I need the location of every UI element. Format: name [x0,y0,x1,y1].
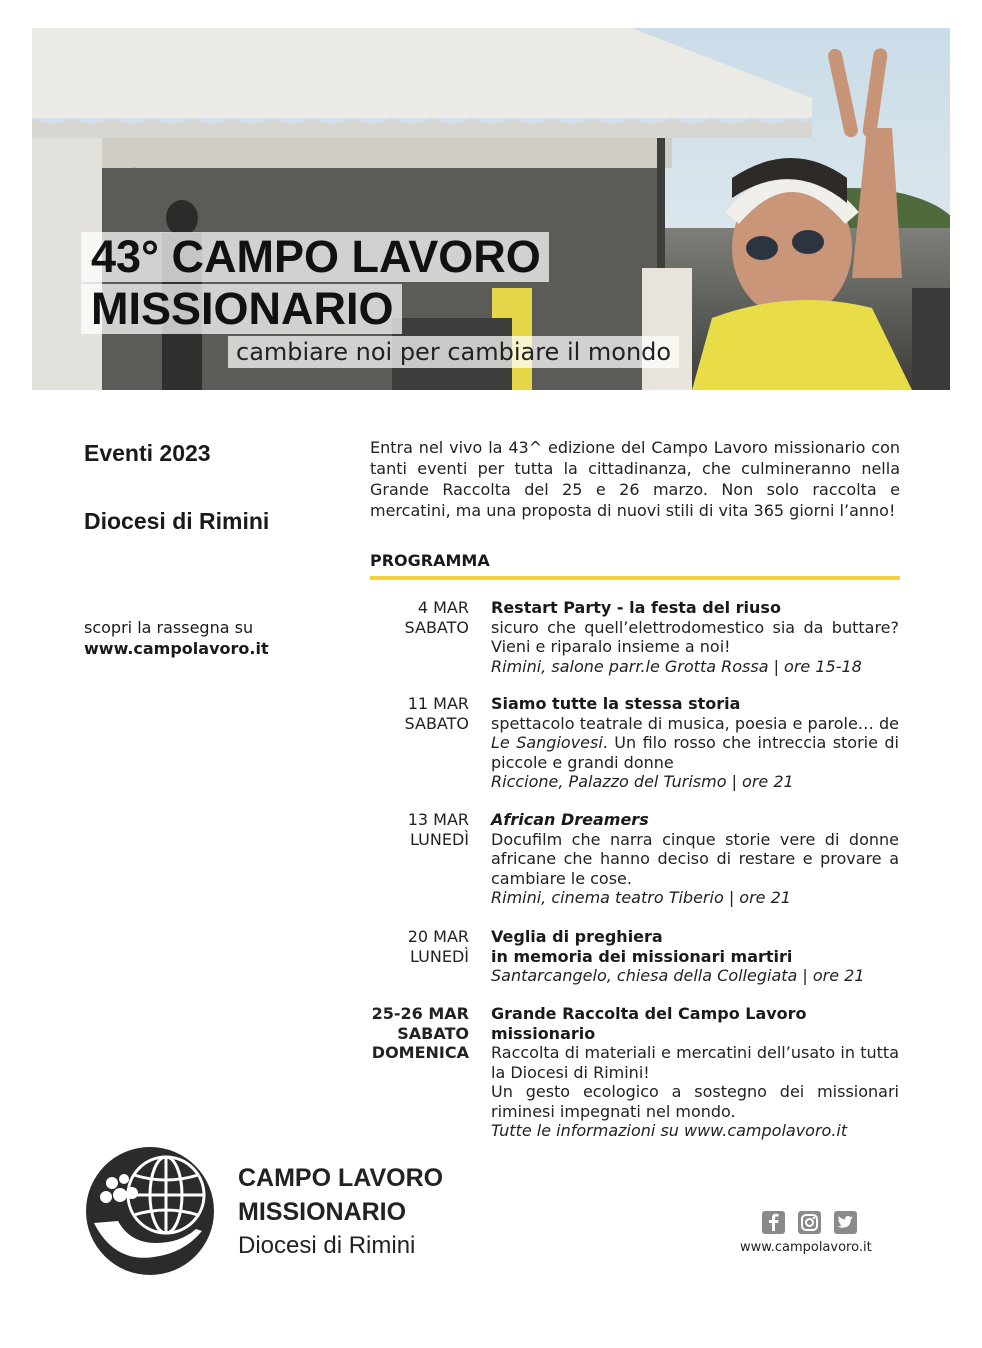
event-date [370,598,469,637]
event-body [491,598,899,676]
org-diocese: Diocesi di Rimini [238,1232,416,1259]
facebook-icon[interactable] [762,1211,785,1234]
discover-link[interactable]: www.campolavoro.it [84,639,269,658]
programma-heading: PROGRAMMA [370,551,490,570]
event-date [370,694,469,733]
event-body [491,927,899,986]
event-title: Veglia di preghiera [491,927,663,946]
event-title: Grande Raccolta del Campo Lavoro missionario [491,1004,807,1043]
event-date-day: 4 MAR [417,598,469,617]
footer-website[interactable]: www.campolavoro.it [740,1240,872,1255]
event-place: Santarcangelo, chiesa della Collegiata | ore 21 [491,966,865,985]
event-title: African Dreamers [491,810,649,829]
event-date-day: 20 MAR [407,927,469,946]
event-body [491,810,899,908]
event-place: Tutte le informazioni su www.campolavoro.it [491,1121,848,1140]
event-title: Siamo tutte la stessa storia [491,694,741,713]
programma-divider [370,576,900,580]
hero-subtitle: cambiare noi per cambiare il mondo [228,336,679,368]
diocese-name: Diocesi di Rimini [84,508,270,534]
event-desc: sicuro che quell’elettrodomestico sia da buttare? Vieni e riparalo insieme a noi! [491,617,899,656]
event-place: Rimini, cinema teatro Tiberio | ore 21 [491,888,791,907]
org-name-line2: MISSIONARIO [238,1198,407,1226]
event-date-day: 25-26 MAR [371,1004,469,1023]
event-date-day: 13 MAR [407,810,469,829]
social-icons [762,1211,857,1234]
event-desc-post: . Un filo rosso che intreccia storie di piccole e grandi donne [491,733,899,772]
event-weekday: LUNEDÌ [410,946,469,966]
event-desc: Docufilm che narra cinque storie vere di donne africane che hanno deciso di restare e provare a cambiare le cose. [491,829,899,888]
event-date [370,927,469,966]
event-desc-pre: spettacolo teatrale di musica, poesia e parole… de [491,713,899,733]
discover-text: scopri la rassegna su [84,618,254,637]
events-year: Eventi 2023 [84,440,211,466]
event-place: Rimini, salone parr.le Grotta Rossa | ore 15-18 [491,656,862,676]
event-weekday: SABATO [404,617,469,637]
event-date [370,810,469,849]
event-weekday: SABATO [404,713,469,733]
event-weekday: SABATO [397,1023,469,1043]
event-title-line2: in memoria dei missionari martiri [491,946,793,966]
event-weekday: LUNEDÌ [410,829,469,849]
event-date-day: 11 MAR [407,694,469,713]
org-name-line1: CAMPO LAVORO [238,1164,444,1192]
event-desc [491,714,899,773]
event-desc: Raccolta di materiali e mercatini dell’usato in tutta la Diocesi di Rimini! [491,1043,899,1082]
event-weekday-2: DOMENICA [371,1043,469,1062]
discover-block [84,617,269,659]
intro-text: Entra nel vivo la 43^ edizione del Campo Lavoro missionario con tanti eventi per tutta la cittadinanza, che culmineranno nella Grande Raccolta del 25 e 26 marzo. Non solo raccolta e mercatini, ma una proposta di nuovi stili di vita 365 giorni l’anno! [370,438,900,520]
event-title: Restart Party - la festa del riuso [491,598,781,617]
hero-title-line2: MISSIONARIO [81,284,402,334]
event-desc-2: Un gesto ecologico a sostegno dei missionari riminesi impegnati nel mondo. [491,1082,899,1121]
event-date [370,1004,469,1063]
event-body [491,1004,899,1141]
twitter-icon[interactable] [834,1211,857,1234]
hero-title-line1: 43° CAMPO LAVORO [81,232,549,282]
event-place: Riccione, Palazzo del Turismo | ore 21 [491,772,794,791]
event-body [491,694,899,792]
event-desc-em: Le Sangiovesi [491,733,603,752]
globe-hands-logo [84,1145,216,1277]
instagram-icon[interactable] [798,1211,821,1234]
